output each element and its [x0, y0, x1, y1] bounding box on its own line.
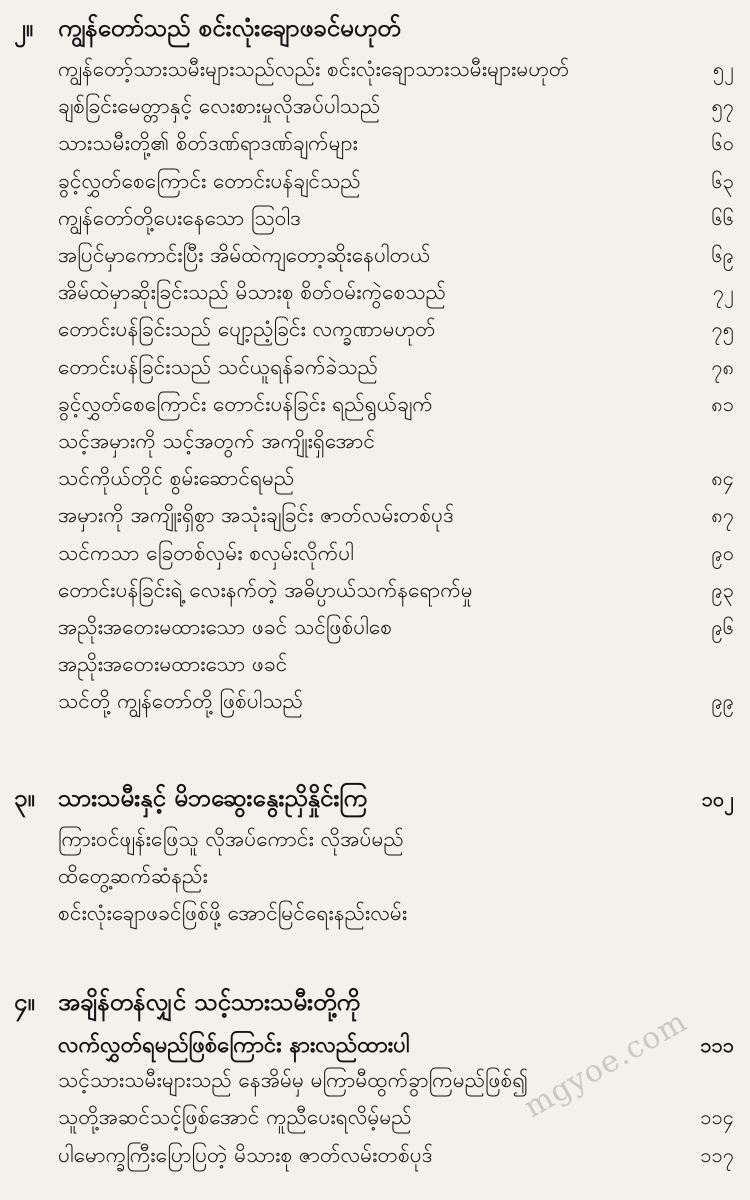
- page-number: ၉၉: [711, 689, 734, 714]
- entry-title: အပြင်မှာကောင်းပြီး အိမ်ထဲကျတော့ဆိုးနေပါတယ်: [58, 243, 431, 267]
- section-heading[interactable]: [14, 782, 734, 818]
- toc-entry[interactable]: [58, 354, 734, 385]
- toc-entry[interactable]: [58, 316, 734, 347]
- toc-entry[interactable]: [58, 56, 734, 87]
- page-number: ၆၆: [711, 205, 734, 230]
- toc-entry[interactable]: [58, 1104, 734, 1135]
- entry-title: အညိုးအတေးမထားသော ဖခင်: [58, 652, 288, 677]
- toc-entry[interactable]: [58, 391, 734, 422]
- entry-title: သင်တို့ ကျွန်တော်တို့ ဖြစ်ပါသည်: [58, 689, 303, 714]
- entry-title: အိမ်ထဲမှာဆိုးခြင်းသည် မိသားစု စိတ်ဝမ်းကွဲစေသည်: [58, 280, 446, 305]
- section-title: သားသမီးနှင့် မိဘဆွေးနွေးညှိနှိုင်းကြ: [58, 784, 367, 812]
- toc-entry[interactable]: [58, 168, 734, 199]
- page-number: ၆၀: [711, 131, 734, 156]
- entry-title: ချစ်ခြင်းမေတ္တာနှင့် လေးစားမှုလိုအပ်ပါသည်: [58, 94, 381, 119]
- entry-title: ခွင့်လွှတ်စေကြောင်း တောင်းပန်ခြင်း ရည်ရွယ်ချက်: [58, 391, 433, 416]
- toc-entry[interactable]: [58, 242, 734, 273]
- page-number: ၇၅: [711, 317, 734, 342]
- toc-entry[interactable]: [58, 279, 734, 310]
- entry-title: ပါမောက္ခကြီးပြောပြတဲ့ မိသားစု ဇာတ်လမ်းတစ်ပုဒ်: [58, 1142, 433, 1167]
- entry-title: တောင်းပန်ခြင်းသည် ပျော့ညံ့ခြင်း လက္ခဏာမဟုတ်: [58, 317, 436, 342]
- toc-entry[interactable]: [58, 1142, 734, 1173]
- section-number: ၄။: [14, 988, 35, 1016]
- toc-entry[interactable]: [58, 863, 734, 894]
- entry-title: ကြားဝင်ဖျန်းဖြေသူ လိုအပ်ကောင်း လိုအပ်မည်: [58, 827, 404, 851]
- page-number: ၉၃: [711, 577, 734, 602]
- page-number: ၆၉: [711, 243, 734, 267]
- toc-entry[interactable]: [58, 205, 734, 236]
- page-number: ၈၄: [711, 466, 734, 491]
- entry-title: သင့်အမှားကို သင့်အတွက် အကျိုးရှိအောင်: [58, 429, 376, 453]
- entry-title: ကျွန်တော့်သားသမီးများသည်လည်း စင်းလုံးချောသားသမီးများမဟုတ်: [58, 57, 570, 81]
- entry-title: လက်လွှတ်ရမည်ဖြစ်ကြောင်း နားလည်ထားပါ: [58, 1033, 410, 1058]
- entry-title: အညိုးအတေးမထားသော ဖခင် သင်ဖြစ်ပါစေ: [58, 615, 393, 639]
- page-number: ၅၂: [712, 57, 734, 81]
- page-number: ၁၁၇: [700, 1142, 734, 1167]
- page-number: ၈၇: [711, 503, 734, 528]
- toc-entry[interactable]: [58, 93, 734, 124]
- entry-title: သင်ကိုယ်တိုင် စွမ်းဆောင်ရမည်: [58, 466, 295, 491]
- toc-entry[interactable]: [58, 688, 734, 719]
- page-number: ၁၁၄: [700, 1105, 734, 1130]
- page-number: ၆၃: [711, 168, 734, 193]
- toc-entry[interactable]: [58, 130, 734, 161]
- section-number: ၂။: [14, 14, 34, 42]
- entry-title: ကျွန်တော်တို့ပေးနေသော သြဝါဒ: [58, 205, 302, 230]
- entry-title: တောင်းပန်ခြင်းသည် သင်ယူရန်ခက်ခဲသည်: [58, 354, 378, 379]
- toc-entry[interactable]: [58, 651, 734, 682]
- toc-entry[interactable]: [58, 577, 734, 608]
- toc-entry[interactable]: [58, 465, 734, 496]
- page-number: ၉၀: [711, 540, 734, 565]
- page-number: ၅၇: [711, 94, 734, 119]
- toc-entry[interactable]: [58, 428, 734, 459]
- page-number: ၁၁၁: [700, 1033, 734, 1057]
- toc-entry[interactable]: [58, 502, 734, 533]
- toc-entry[interactable]: [58, 1067, 734, 1098]
- page-number: ၁၀၂: [701, 787, 734, 811]
- entry-title: စင်းလုံးချောဖခင်ဖြစ်ဖို့ အောင်မြင်ရေးနည်းလမ်း: [58, 901, 408, 926]
- page-number: ၇၈: [711, 354, 734, 379]
- entry-title: ခွင့်လွှတ်စေကြောင်း တောင်းပန်ချင်သည်: [58, 168, 361, 193]
- entry-title: သားသမီးတို့၏ စိတ်ဒဏ်ရာဒဏ်ချက်များ: [58, 131, 358, 156]
- entry-title: တောင်းပန်ခြင်းရဲ့ လေးနက်တဲ့ အဓိပ္ပာယ်သက်နရောက်မှု: [58, 577, 473, 602]
- toc-entry[interactable]: [58, 540, 734, 571]
- entry-title: သူတို့အဆင်သင့်ဖြစ်အောင် ကူညီပေးရလိမ့်မည်: [58, 1105, 412, 1130]
- section-title: အချိန်တန်လျှင် သင့်သားသမီးတို့ကို: [58, 988, 360, 1016]
- section-heading[interactable]: [14, 12, 734, 48]
- section-title: ကျွန်တော်သည် စင်းလုံးချောဖခင်မဟုတ်: [58, 14, 401, 42]
- entry-title: သင့်သားသမီးများသည် နေအိမ်မှ မကြာမီထွက်ခွာကြမည်ဖြစ်၍: [58, 1068, 529, 1093]
- section-number: ၃။: [14, 784, 35, 812]
- watermark: mgyoe.com: [518, 1003, 694, 1126]
- entry-title: ထိတွေ့ဆက်ဆံနည်း: [58, 864, 208, 889]
- toc-entry[interactable]: [58, 900, 734, 931]
- toc-entry[interactable]: [58, 614, 734, 645]
- section-heading[interactable]: [14, 986, 734, 1022]
- toc-entry[interactable]: [58, 826, 734, 857]
- page-number: ၇၂: [712, 280, 734, 305]
- page-number: ၉၆: [711, 615, 734, 639]
- entry-title: အမှားကို အကျိုးရှိစွာ အသုံးချခြင်း ဇာတ်လမ်းတစ်ပုဒ်: [58, 503, 454, 528]
- page-number: ၈၁: [711, 391, 734, 416]
- entry-title: သင်ကသာ ခြေတစ်လှမ်း စလှမ်းလိုက်ပါ: [58, 540, 354, 565]
